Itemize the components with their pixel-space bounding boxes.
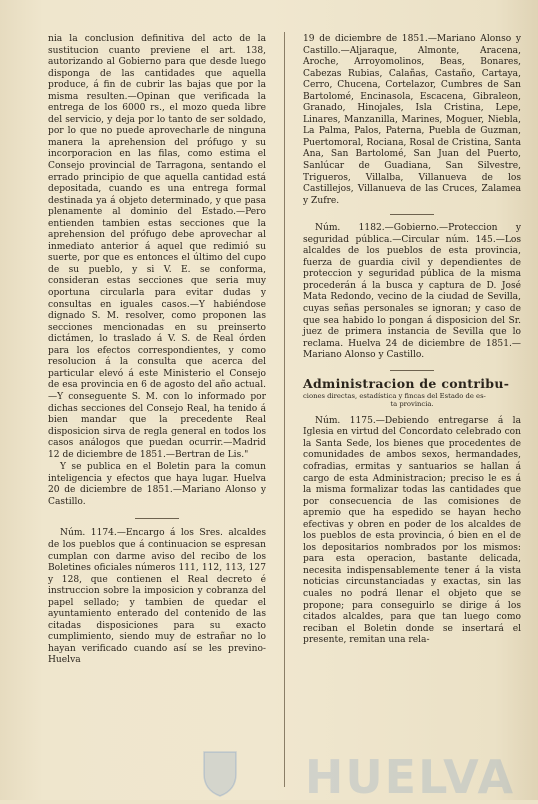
section-subtitle-2: ta provincia.	[390, 399, 434, 408]
left-column	[48, 34, 266, 667]
column-divider	[284, 32, 285, 787]
section-separator	[390, 214, 434, 215]
watermark-text: HUELVA	[304, 750, 516, 804]
right-paragraph-1: 19 de diciembre de 1851.—Mariano Alonso y Castillo.—Aljaraque, Almonte, Aracena, Aroche, Arroyomolinos, Beas, Bonares, Cabezas Rubias, Calañas, Castaño, Cartaya, Cerro, Chucena, Cortelazor, Cumbres de San Bartolomé, Encinasola, Escacena, Gibraleon, Granado, Hinojales, Isla Cristina, Lepe, Linares, Manzanilla, Marines, Moguer, Niebla, La Palma, Palos, Paterna, Puebla de Guzman, Puertomoral, Rociana, Rosal de Cristina, Santa Ana, San Bartolomé, San Juan del Puerto, Sanlúcar de Guadiana, San Silvestre, Trigueros, Villalba, Villanueva de los Castillejos, Villanueva de las Cruces, Zalamea y Zufre.	[303, 34, 521, 206]
section-separator	[135, 518, 179, 519]
right-column	[303, 34, 521, 647]
left-paragraph-2: Y se publica en el Boletin para la comun inteligencia y efectos que haya lugar. Huelva 20 de diciembre de 1851.—Mariano Alonso y Castillo.	[48, 462, 266, 507]
section-separator	[390, 370, 434, 371]
right-paragraph-3: Núm. 1175.—Debiendo entregarse á la Iglesia en virtud del Concordato celebrado con la Santa Sede, los bienes que procedentes de comunidades de ambos sexos, hermandades, cofradias, ermitas y santuarios se hallan á cargo de esta Administracion; preciso le es á la misma formalizar todas las cantidades que por consecuencia de las comisiones de apremio que ha espedido se hayan hecho efectivas y obren en poder de los alcaldes de los pueblos de esta provincia, ó bien en el de los depositarios nombrados por los mismos: para esta operacion, bastante delicada, necesita indispensablemente tener á la vista noticias circunstanciadas y exactas, sin las cuales no podrá llenar el objeto que se propone; para conseguirlo se dirige á los citados alcaldes, para que tan luego como reciban el Boletin donde se insertará el presente, remitan una rela-	[303, 415, 521, 646]
section-title: Administracion de contribu-	[303, 375, 510, 391]
left-paragraph-3: Núm. 1174.—Encargo á los Sres. alcaldes de los pueblos que á continuacion se espresan cumplan con darme aviso del recibo de los Boletines oficiales números 111, 112, 113, 127 y 128, que contienen el Real decreto é instruccion sobre la imposicion y cobranza del papel sellado; y tambien de quedar el ayuntamiento enterado del contenido de las citadas disposiciones para su exacto cumplimiento, siendo muy de estrañar no lo hayan verificado cuando así se les previno- Huelva	[48, 528, 266, 666]
section-subtitle-1: ciones directas, estadística y fincas del Estado de es-	[303, 391, 486, 400]
right-paragraph-2: Núm. 1182.—Gobierno.—Proteccion y seguridad pública.—Circular núm. 145.—Los alcaldes de los pueblos de esta provincia, fuerza de guardia civil y dependientes de proteccion y seguridad pública de la misma procederán á la busca y captura de D. José Mata Redondo, vecino de la ciudad de Sevilla, cuyas señas personales se ignoran; y caso de que sea habido lo pongan á disposicion del Sr. juez de primera instancia de Sevilla que lo reclama. Huelva 24 de diciembre de 1851.—Mariano Alonso y Castillo.	[303, 223, 521, 361]
watermark-shield-icon	[200, 748, 240, 798]
left-paragraph-1: nia la conclusion definitiva del acto de la sustitucion cuanto previene el art. 138, autorizando al Gobierno para que desde luego disponga de las cantidades que aquella produce, á fin de cubrir las bajas que por la misma resulten.—Opinan que verificada la entrega de los 6000 rs., el mozo queda libre del servicio, y deja por lo tanto de ser soldado, por lo que no puede aprovecharle de ninguna manera la aprehension del prófugo y su incorporacion en las filas, como estima el Consejo provincial de Tarragona, sentando el errado principio de que aquella cantidad está depositada, cuando es una entrega formal destinada ya á objeto determinado, y que pasa plenamente al dominio del Estado.—Pero entienden tambien estas secciones que la aprehension del prófugo debe aprovechar al inmediato anterior á aquel que redimió su suerte, por que es entonces el último del cupo de su pueblo, y si V. E. se conforma, consideran estas secciones que seria muy oportuna circularla para evitar dudas y consultas en iguales casos.—Y habiéndose dignado S. M. resolver, como proponen las secciones mencionadas en su preinserto dictámen, lo traslado á V. S. de Real órden para los efectos correspondientes, y como resolucion á la consulta que acerca del particular elevó á este Ministerio el Consejo de esa provincia en 6 de agosto del año actual.—Y conseguente S. M. con lo informado por dichas secciones del Consejo Real, ha tenido á bien mandar que la precedente Real disposicion sirva de regla general en todos los casos análogos que puedan ocurrir.—Madrid 12 de diciembre de 1851.—Bertran de Lis."	[48, 34, 266, 460]
